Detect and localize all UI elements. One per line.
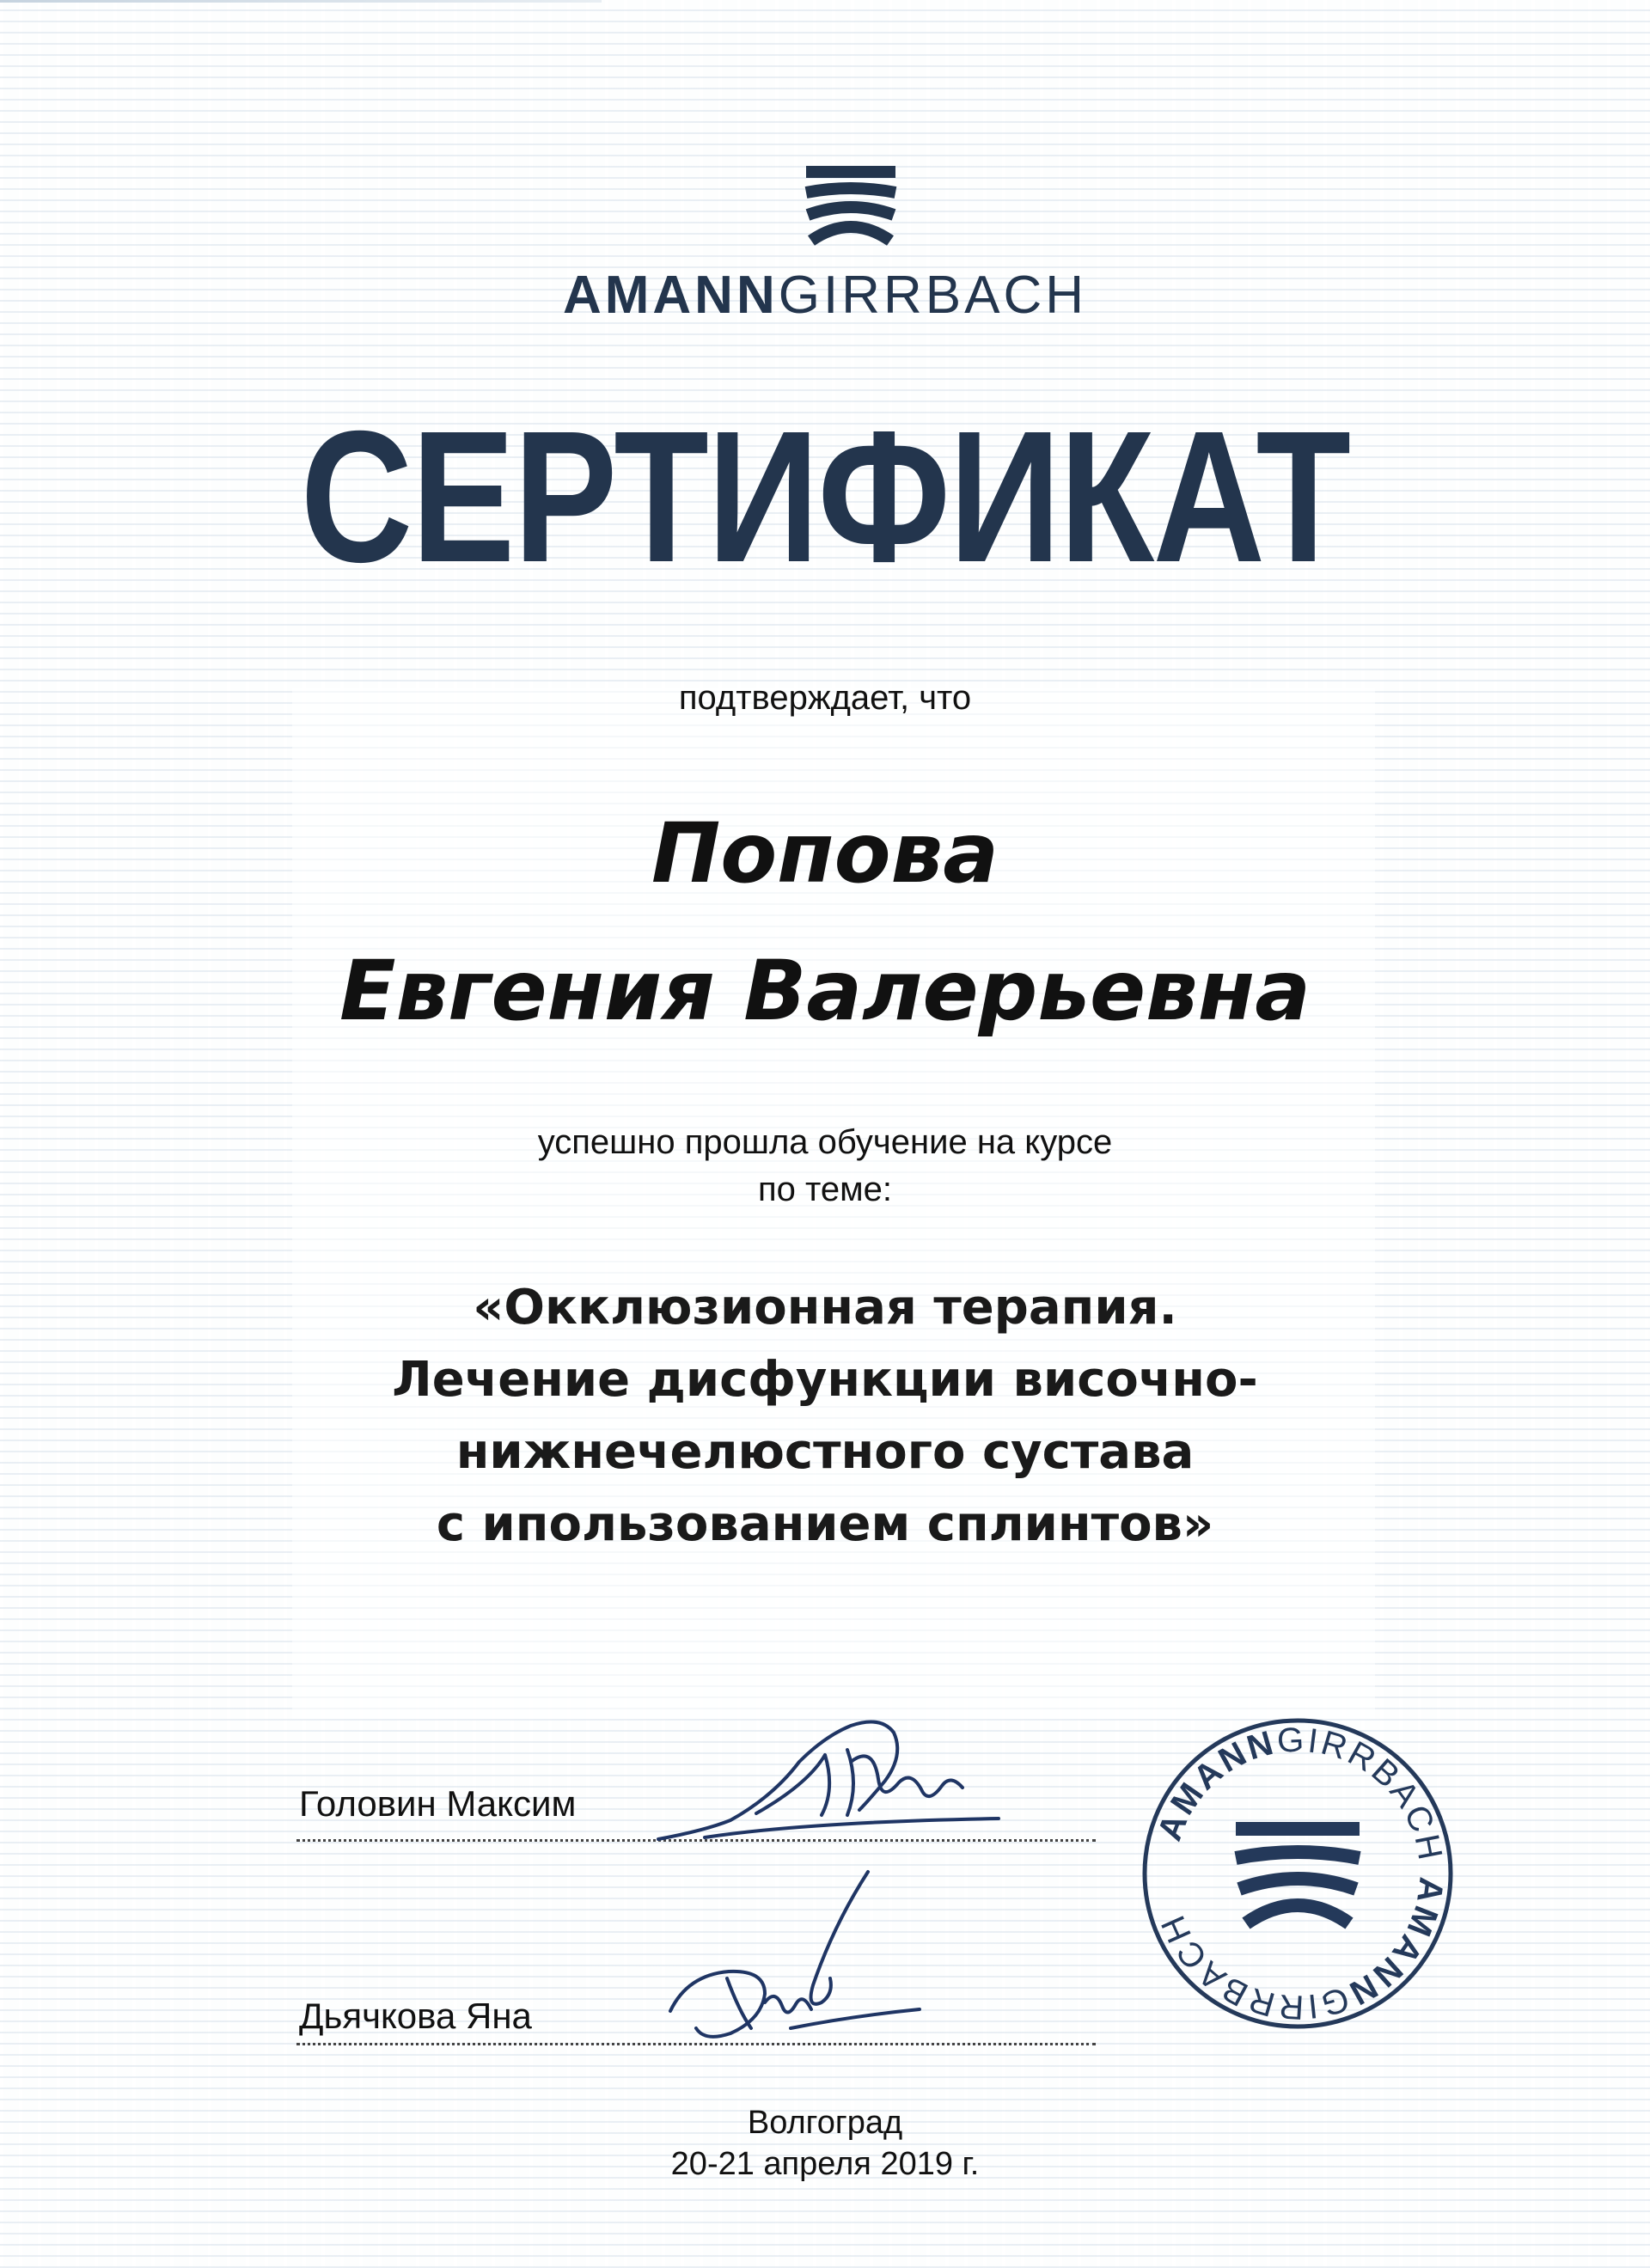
- company-seal-icon: [1134, 1710, 1461, 2037]
- course-line: нижнечелюстного сустава: [455, 1424, 1195, 1480]
- completed-text-1: успешно прошла обучение на курсе: [537, 1123, 1113, 1161]
- course-line: с ипользованием сплинтов»: [436, 1496, 1214, 1552]
- brand-bold: AMANN: [562, 266, 779, 325]
- signer-name-1: Головин Максим: [299, 1783, 577, 1824]
- certificate-title: СЕРТИФИКАТ: [300, 393, 1350, 602]
- course-line: «Окклюзионная терапия.: [473, 1280, 1177, 1336]
- scan-edge-line: [0, 0, 602, 3]
- recipient-first-names: Евгения Валерьевна: [339, 943, 1311, 1039]
- recipient-last-name: Попова: [651, 805, 999, 902]
- brand-wordmark: [0, 265, 1650, 326]
- handwritten-signature-2: [662, 1865, 937, 2054]
- course-title: [0, 1272, 1650, 1561]
- waves-logo-icon: [799, 163, 902, 258]
- completed-text-2: по теме:: [758, 1171, 892, 1208]
- handwritten-signature-1: [653, 1710, 1014, 1865]
- course-line: Лечение дисфункции височно-: [392, 1352, 1258, 1408]
- confirms-text: подтверждает, что: [678, 679, 972, 717]
- signer-name-2: Дьячкова Яна: [299, 1996, 532, 2036]
- svg-text:AMANNGIRRBACH AMANNGIRRBACH: AMANNGIRRBACH AMANNGIRRBACH: [1150, 1721, 1451, 2027]
- footer-city: Волгоград: [747, 2105, 903, 2141]
- brand-light: GIRRBACH: [778, 266, 1087, 325]
- footer-date: 20-21 апреля 2019 г.: [670, 2146, 980, 2182]
